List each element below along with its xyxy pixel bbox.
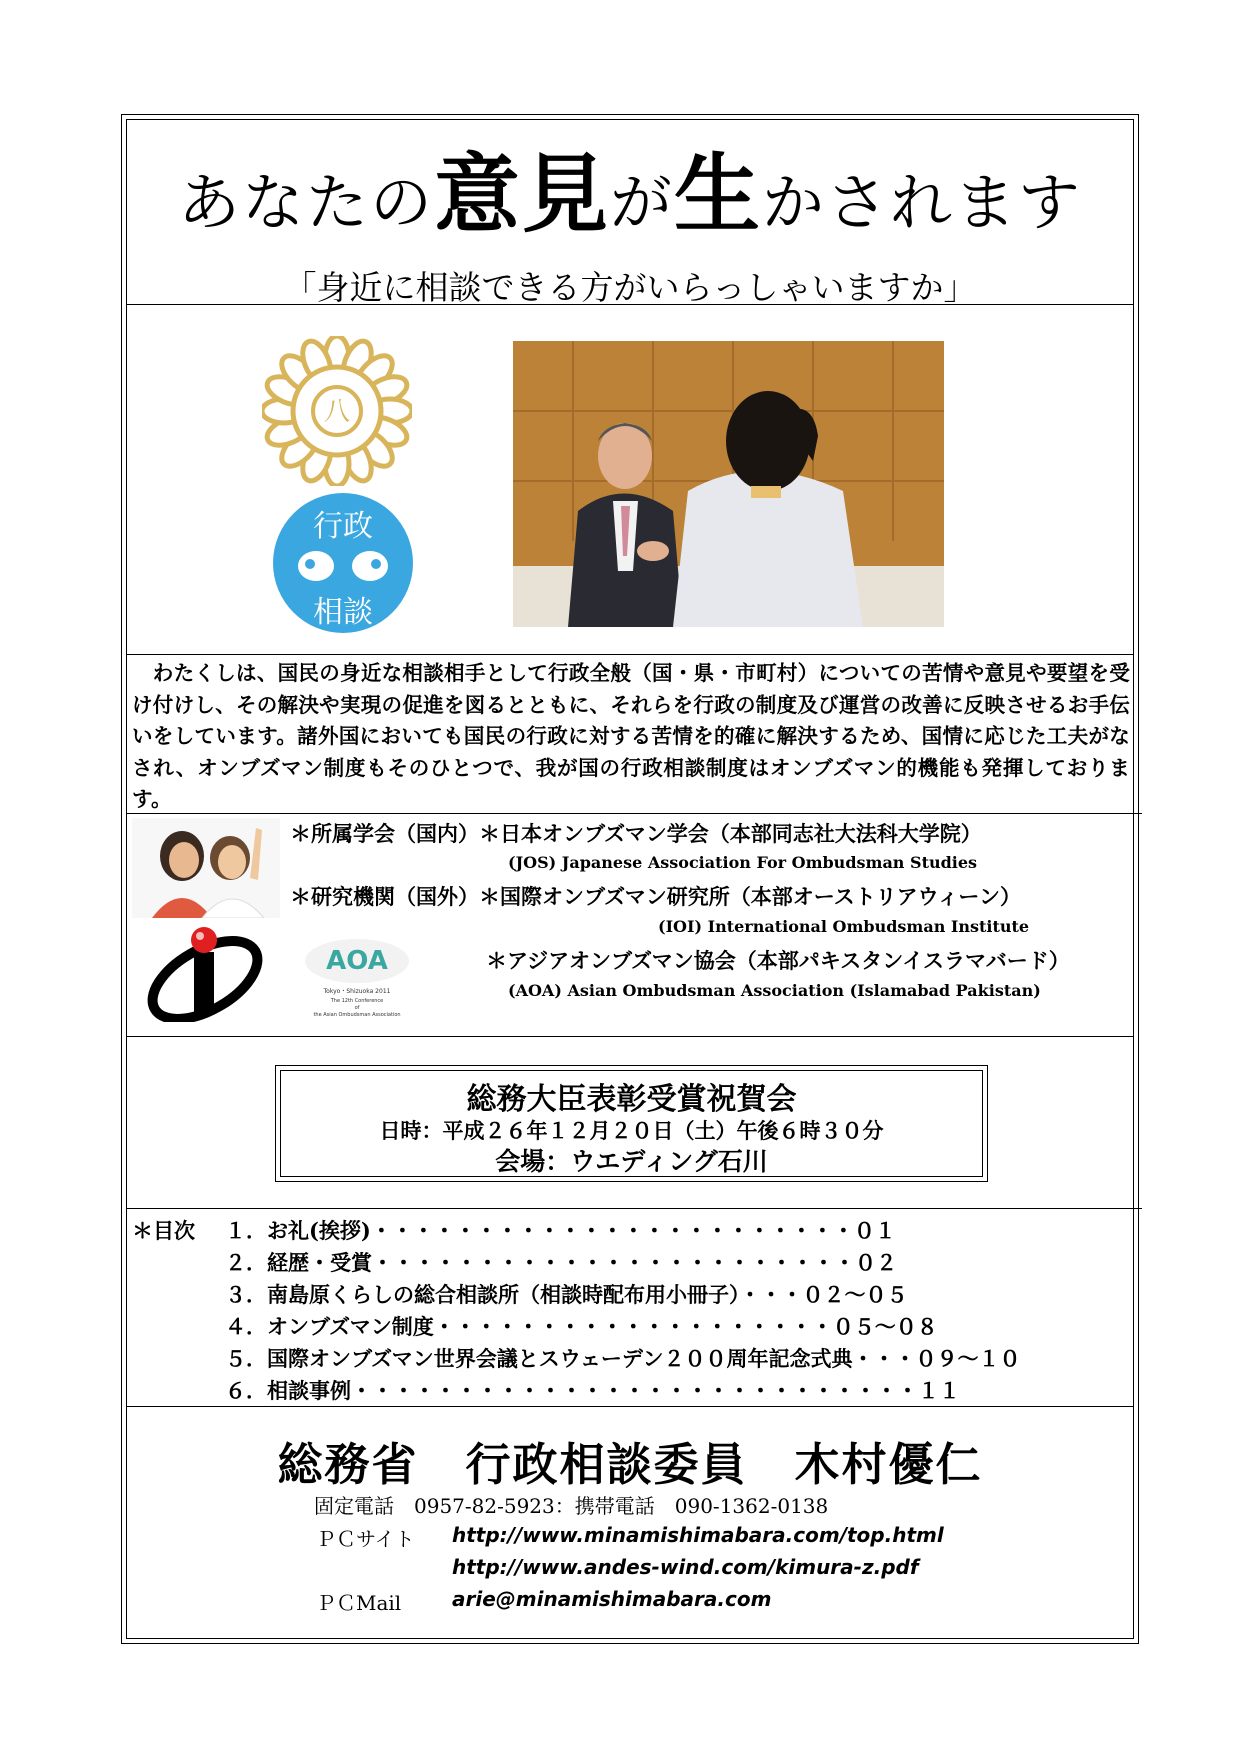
toc-item: ６．相談事例・・・・・・・・・・・・・・・・・・・・・・・・・・・１１	[225, 1378, 960, 1403]
chrysanthemum-seal-icon	[262, 336, 412, 486]
affiliation-ioi: ＊研究機関（国外）＊国際オンブズマン研究所（本部オーストリアウィーン）	[290, 884, 1022, 909]
intro-paragraph: わたくしは、国民の身近な相談相手として行政全般（国・県・市町村）についての苦情や意見や要望を受け付けし、その解決や実現の促進を図るとともに、それらを行政の制度及び運営の改善に反映させるお手伝いをしています。諸外国においても国民の行政に対する苦情を的確に解決するため、国情に応じた工夫がなされ、オンブズマン制度もそのひとつで、我が国の行政相談制度はオンブズマン的機能も発揮しております。	[132, 661, 1130, 811]
event-datetime: 日時：平成２６年１２月２０日（土）午後６時３０分	[379, 1118, 884, 1143]
divider	[126, 304, 1134, 305]
event-title: 総務大臣表彰受賞祝賀会	[466, 1082, 797, 1117]
aoa-logo-text: AOA	[326, 946, 388, 976]
divider	[126, 1406, 1134, 1407]
headline	[126, 144, 1134, 248]
affiliation-aoa: ＊アジアオンブズマン協会（本部パキスタンイスラマバード）	[486, 948, 1070, 973]
aoa-caption: Tokyo・Shizuoka 2011	[323, 988, 391, 995]
toc-item: １．お礼(挨拶)・・・・・・・・・・・・・・・・・・・・・・・０１	[225, 1218, 896, 1243]
toc-item: ４．オンブズマン制度・・・・・・・・・・・・・・・・・・・０５～０８	[225, 1314, 938, 1339]
headline-emphasis: 意見	[433, 144, 610, 245]
logo-text-sodan: 相談	[313, 595, 373, 630]
ioi-logo-icon	[140, 922, 270, 1022]
committee-member-title: 総務省 行政相談委員 木村優仁	[277, 1438, 983, 1491]
headline-text: あなたの	[177, 166, 434, 239]
divider	[126, 813, 1142, 814]
headline-emphasis: 生	[674, 144, 762, 245]
toc-item: ２．経歴・受賞・・・・・・・・・・・・・・・・・・・・・・・０２	[225, 1250, 897, 1275]
affiliation-ioi-english: (IOI) International Ombudsman Institute	[658, 917, 1030, 936]
consultation-photo	[513, 341, 944, 627]
aoa-logo-icon	[292, 935, 422, 1020]
pdf-link[interactable]: http://www.andes-wind.com/kimura-z.pdf	[452, 1555, 919, 1579]
divider	[126, 1036, 1134, 1037]
headline-text: が	[609, 166, 674, 239]
mail-label: ＰＣMail	[316, 1591, 402, 1615]
website-link[interactable]: http://www.minamishimabara.com/top.html	[452, 1523, 944, 1547]
affiliation-jos: ＊所属学会（国内）＊日本オンブズマン学会（本部同志社大法科大学院）	[290, 821, 982, 846]
divider	[126, 654, 1134, 655]
smiling-women-photo	[132, 818, 280, 918]
divider	[126, 1208, 1142, 1209]
gyosei-sodan-logo-icon	[270, 490, 416, 636]
email-link[interactable]: arie@minamishimabara.com	[452, 1587, 772, 1611]
toc-item: ３．南島原くらしの総合相談所（相談時配布用小冊子）・・・０２～０５	[225, 1282, 908, 1307]
aoa-caption: of	[354, 1005, 360, 1011]
toc-label: ＊目次	[132, 1218, 195, 1243]
aoa-caption: the Asian Ombudsman Association	[313, 1012, 401, 1018]
pc-site-label: ＰＣサイト	[316, 1527, 415, 1551]
headline-text: かされます	[762, 166, 1083, 239]
affiliation-aoa-english: (AOA) Asian Ombudsman Association (Islamabad Pakistan)	[508, 981, 1041, 1000]
affiliation-jos-english: (JOS) Japanese Association For Ombudsman Studies	[508, 853, 978, 872]
svg-text:八: 八	[323, 397, 351, 427]
event-venue: 会場：ウエディング石川	[495, 1147, 768, 1176]
subheadline: 「身近に相談できる方がいらっしゃいますか」	[283, 268, 977, 307]
toc-item: ５．国際オンブズマン世界会議とスウェーデン２００周年記念式典・・・０９～１０	[225, 1346, 1021, 1371]
phone-numbers: 固定電話 0957-82-5923：携帯電話 090-1362-0138	[314, 1494, 829, 1518]
aoa-caption: The 12th Conference	[330, 998, 384, 1004]
logo-text-gyosei: 行政	[313, 509, 373, 544]
